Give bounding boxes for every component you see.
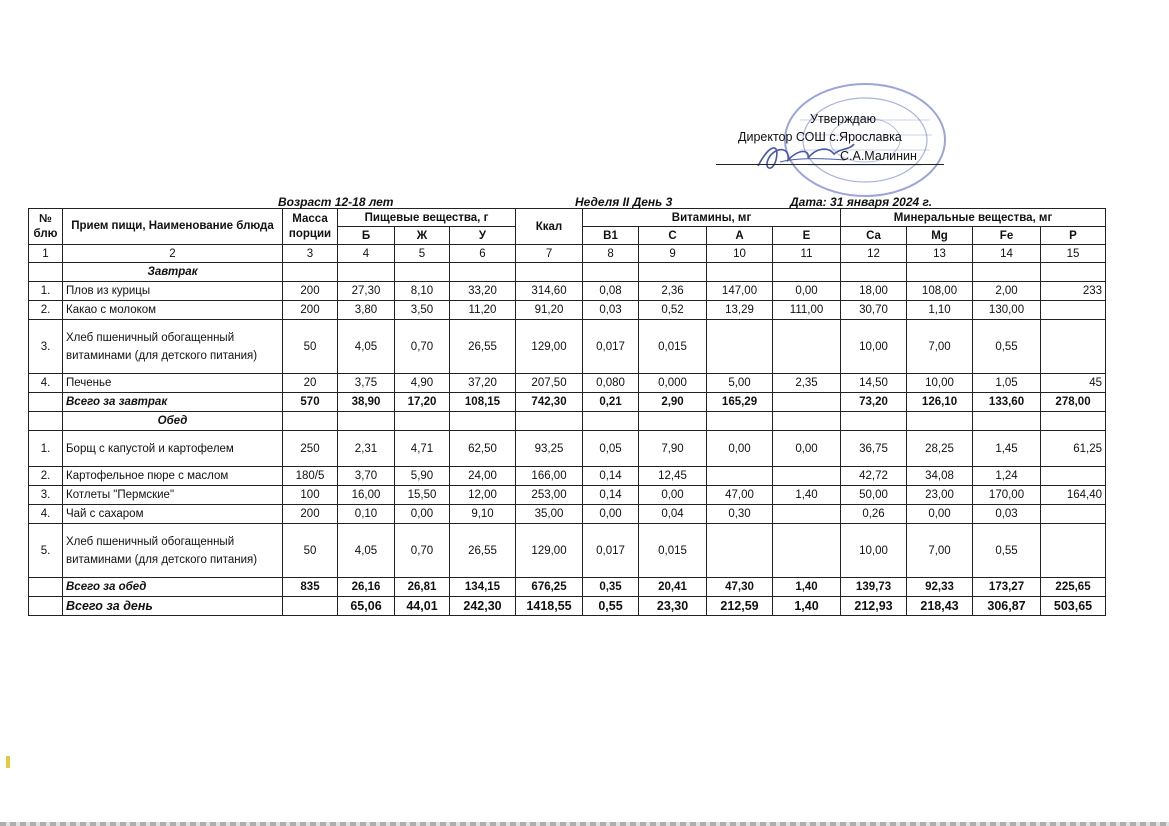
column-number-cell: 2	[63, 245, 283, 263]
value-cell: 0,05	[583, 431, 639, 467]
value-cell	[707, 467, 773, 486]
column-number-cell: 7	[516, 245, 583, 263]
value-cell: 12,00	[450, 486, 516, 505]
value-cell: 147,00	[707, 282, 773, 301]
dish-row	[29, 486, 1106, 505]
column-number-cell: 11	[773, 245, 841, 263]
dish-row	[29, 505, 1106, 524]
value-cell: 30,70	[841, 301, 907, 320]
header-name: Прием пищи, Наименование блюда	[63, 209, 283, 245]
column-number-cell: 5	[395, 245, 450, 263]
empty-cell	[707, 412, 773, 431]
value-cell: 200	[283, 282, 338, 301]
value-cell: 34,08	[907, 467, 973, 486]
value-cell: 0,10	[338, 505, 395, 524]
value-cell: 26,81	[395, 578, 450, 597]
column-number-cell: 6	[450, 245, 516, 263]
value-cell: 0,017	[583, 320, 639, 374]
value-cell: 503,65	[1041, 597, 1106, 616]
value-cell: 218,43	[907, 597, 973, 616]
column-number-cell: 8	[583, 245, 639, 263]
value-cell: 0,14	[583, 467, 639, 486]
dish-number: 3.	[29, 320, 63, 374]
subheader-cell: Ca	[841, 227, 907, 245]
date-info: Дата: 31 января 2024 г.	[790, 195, 933, 209]
column-number-cell: 14	[973, 245, 1041, 263]
header-minerals: Минеральные вещества, мг	[841, 209, 1106, 227]
subheader-cell: Б	[338, 227, 395, 245]
value-cell: 35,00	[516, 505, 583, 524]
value-cell: 306,87	[973, 597, 1041, 616]
value-cell: 278,00	[1041, 393, 1106, 412]
value-cell: 170,00	[973, 486, 1041, 505]
value-cell: 2,90	[639, 393, 707, 412]
empty-cell	[338, 412, 395, 431]
value-cell: 0,35	[583, 578, 639, 597]
dish-number: 2.	[29, 301, 63, 320]
dish-name: Хлеб пшеничный обогащенный витаминами (для детского питания)	[63, 320, 283, 374]
signature-line	[716, 164, 944, 165]
value-cell: 24,00	[450, 467, 516, 486]
value-cell: 200	[283, 505, 338, 524]
dish-name: Картофельное пюре с маслом	[63, 467, 283, 486]
column-number-cell: 4	[338, 245, 395, 263]
value-cell: 0,017	[583, 524, 639, 578]
dish-number: 1.	[29, 282, 63, 301]
value-cell: 134,15	[450, 578, 516, 597]
header-kcal: Ккал	[516, 209, 583, 245]
dish-row	[29, 301, 1106, 320]
value-cell: 4,05	[338, 524, 395, 578]
value-cell: 26,55	[450, 320, 516, 374]
value-cell: 225,65	[1041, 578, 1106, 597]
value-cell: 20	[283, 374, 338, 393]
header-num: № блю	[29, 209, 63, 245]
value-cell: 108,15	[450, 393, 516, 412]
subheader-cell: Mg	[907, 227, 973, 245]
dish-number: 3.	[29, 486, 63, 505]
value-cell: 2,35	[773, 374, 841, 393]
scan-edge	[0, 822, 1169, 826]
subheader-cell: P	[1041, 227, 1106, 245]
column-number-cell: 1	[29, 245, 63, 263]
value-cell: 33,20	[450, 282, 516, 301]
dish-number: 2.	[29, 467, 63, 486]
header-nutrients: Пищевые вещества, г	[338, 209, 516, 227]
value-cell: 0,55	[973, 524, 1041, 578]
value-cell: 212,93	[841, 597, 907, 616]
dish-name: Печенье	[63, 374, 283, 393]
value-cell: 7,00	[907, 524, 973, 578]
dish-name: Хлеб пшеничный обогащенный витаминами (для детского питания)	[63, 524, 283, 578]
value-cell: 233	[1041, 282, 1106, 301]
dish-name: Какао с молоком	[63, 301, 283, 320]
value-cell: 62,50	[450, 431, 516, 467]
dish-row	[29, 320, 1106, 374]
value-cell: 7,00	[907, 320, 973, 374]
value-cell: 129,00	[516, 524, 583, 578]
value-cell: 12,45	[639, 467, 707, 486]
value-cell: 0,080	[583, 374, 639, 393]
column-number-cell: 3	[283, 245, 338, 263]
value-cell: 9,10	[450, 505, 516, 524]
dish-name: Котлеты "Пермские"	[63, 486, 283, 505]
value-cell: 3,70	[338, 467, 395, 486]
value-cell: 7,90	[639, 431, 707, 467]
value-cell: 65,06	[338, 597, 395, 616]
value-cell: 4,05	[338, 320, 395, 374]
value-cell: 8,10	[395, 282, 450, 301]
value-cell: 0,52	[639, 301, 707, 320]
value-cell: 14,50	[841, 374, 907, 393]
value-cell: 1,05	[973, 374, 1041, 393]
value-cell: 0,00	[707, 431, 773, 467]
value-cell: 0,03	[583, 301, 639, 320]
approval-title: Утверждаю	[810, 112, 877, 126]
empty-cell	[29, 263, 63, 282]
value-cell: 314,60	[516, 282, 583, 301]
value-cell: 10,00	[841, 524, 907, 578]
value-cell: 3,50	[395, 301, 450, 320]
dish-row	[29, 431, 1106, 467]
value-cell: 92,33	[907, 578, 973, 597]
dish-number	[29, 597, 63, 616]
empty-cell	[707, 263, 773, 282]
empty-cell	[450, 263, 516, 282]
dish-number: 4.	[29, 505, 63, 524]
section-title: Обед	[63, 412, 283, 431]
empty-cell	[841, 263, 907, 282]
value-cell	[1041, 320, 1106, 374]
column-number-row	[29, 245, 1106, 263]
value-cell: 13,29	[707, 301, 773, 320]
value-cell: 0,55	[973, 320, 1041, 374]
value-cell: 0,000	[639, 374, 707, 393]
value-cell: 212,59	[707, 597, 773, 616]
value-cell: 28,25	[907, 431, 973, 467]
empty-cell	[583, 412, 639, 431]
value-cell: 23,30	[639, 597, 707, 616]
value-cell: 36,75	[841, 431, 907, 467]
value-cell: 0,015	[639, 524, 707, 578]
value-cell: 15,50	[395, 486, 450, 505]
value-cell: 166,00	[516, 467, 583, 486]
empty-cell	[773, 412, 841, 431]
value-cell: 0,70	[395, 524, 450, 578]
value-cell: 47,30	[707, 578, 773, 597]
dish-name: Борщ с капустой и картофелем	[63, 431, 283, 467]
value-cell	[1041, 301, 1106, 320]
dish-number: 5.	[29, 524, 63, 578]
value-cell: 5,90	[395, 467, 450, 486]
value-cell: 0,70	[395, 320, 450, 374]
value-cell: 93,25	[516, 431, 583, 467]
approval-position: Директор СОШ с.Ярославка	[738, 130, 902, 144]
value-cell: 1,40	[773, 597, 841, 616]
value-cell: 133,60	[973, 393, 1041, 412]
value-cell	[707, 524, 773, 578]
value-cell: 5,00	[707, 374, 773, 393]
value-cell: 50	[283, 320, 338, 374]
column-number-cell: 13	[907, 245, 973, 263]
value-cell	[1041, 524, 1106, 578]
value-cell: 207,50	[516, 374, 583, 393]
value-cell: 18,00	[841, 282, 907, 301]
value-cell: 2,31	[338, 431, 395, 467]
value-cell: 111,00	[773, 301, 841, 320]
empty-cell	[516, 263, 583, 282]
empty-cell	[907, 263, 973, 282]
dish-row	[29, 282, 1106, 301]
value-cell: 0,03	[973, 505, 1041, 524]
column-number-cell: 9	[639, 245, 707, 263]
total-row	[29, 578, 1106, 597]
value-cell: 0,015	[639, 320, 707, 374]
value-cell: 108,00	[907, 282, 973, 301]
subheader-cell: В1	[583, 227, 639, 245]
total-row	[29, 393, 1106, 412]
value-cell: 1,40	[773, 486, 841, 505]
value-cell: 50,00	[841, 486, 907, 505]
value-cell	[773, 320, 841, 374]
menu-table	[28, 208, 1106, 616]
value-cell: 0,00	[583, 505, 639, 524]
value-cell: 1,24	[973, 467, 1041, 486]
subheader-cell: Fe	[973, 227, 1041, 245]
value-cell: 61,25	[1041, 431, 1106, 467]
empty-cell	[283, 263, 338, 282]
value-cell: 200	[283, 301, 338, 320]
value-cell: 45	[1041, 374, 1106, 393]
value-cell: 0,00	[773, 431, 841, 467]
dish-name: Чай с сахаром	[63, 505, 283, 524]
value-cell: 1418,55	[516, 597, 583, 616]
empty-cell	[283, 412, 338, 431]
menu-body	[29, 263, 1106, 616]
value-cell	[773, 505, 841, 524]
value-cell: 0,14	[583, 486, 639, 505]
header-vitamins: Витамины, мг	[583, 209, 841, 227]
subheader-cell: Ж	[395, 227, 450, 245]
value-cell: 1,10	[907, 301, 973, 320]
value-cell	[773, 393, 841, 412]
value-cell: 835	[283, 578, 338, 597]
value-cell: 242,30	[450, 597, 516, 616]
dish-number: 1.	[29, 431, 63, 467]
section-title: Завтрак	[63, 263, 283, 282]
value-cell: 253,00	[516, 486, 583, 505]
value-cell: 164,40	[1041, 486, 1106, 505]
value-cell: 23,00	[907, 486, 973, 505]
dish-name: Плов из курицы	[63, 282, 283, 301]
empty-cell	[338, 263, 395, 282]
subheader-cell: А	[707, 227, 773, 245]
value-cell: 91,20	[516, 301, 583, 320]
value-cell: 0,55	[583, 597, 639, 616]
value-cell: 17,20	[395, 393, 450, 412]
value-cell: 1,40	[773, 578, 841, 597]
dish-number	[29, 393, 63, 412]
value-cell: 0,30	[707, 505, 773, 524]
value-cell: 570	[283, 393, 338, 412]
value-cell: 0,04	[639, 505, 707, 524]
dish-row	[29, 524, 1106, 578]
total-label: Всего за обед	[63, 578, 283, 597]
subheader-cell: С	[639, 227, 707, 245]
empty-cell	[395, 412, 450, 431]
total-label: Всего за день	[63, 597, 283, 616]
value-cell: 0,00	[773, 282, 841, 301]
value-cell: 173,27	[973, 578, 1041, 597]
total-label: Всего за завтрак	[63, 393, 283, 412]
value-cell: 129,00	[516, 320, 583, 374]
value-cell	[283, 597, 338, 616]
value-cell: 180/5	[283, 467, 338, 486]
value-cell: 42,72	[841, 467, 907, 486]
value-cell: 44,01	[395, 597, 450, 616]
value-cell	[707, 320, 773, 374]
value-cell: 50	[283, 524, 338, 578]
empty-cell	[395, 263, 450, 282]
value-cell: 26,55	[450, 524, 516, 578]
empty-cell	[907, 412, 973, 431]
value-cell: 2,36	[639, 282, 707, 301]
value-cell	[773, 467, 841, 486]
week-day-info: Неделя II День 3	[575, 195, 673, 209]
value-cell: 0,00	[907, 505, 973, 524]
empty-cell	[450, 412, 516, 431]
approval-name: С.А.Малинин	[840, 149, 917, 163]
value-cell: 4,71	[395, 431, 450, 467]
value-cell: 10,00	[841, 320, 907, 374]
value-cell: 47,00	[707, 486, 773, 505]
value-cell: 0,00	[639, 486, 707, 505]
empty-cell	[973, 412, 1041, 431]
value-cell: 16,00	[338, 486, 395, 505]
value-cell: 0,00	[395, 505, 450, 524]
header-mass: Масса порции	[283, 209, 338, 245]
subheader-cell: Е	[773, 227, 841, 245]
empty-cell	[639, 412, 707, 431]
edge-mark	[6, 756, 10, 768]
value-cell: 4,90	[395, 374, 450, 393]
value-cell: 0,21	[583, 393, 639, 412]
dish-row	[29, 374, 1106, 393]
empty-cell	[583, 263, 639, 282]
column-number-cell: 15	[1041, 245, 1106, 263]
value-cell	[773, 524, 841, 578]
value-cell: 139,73	[841, 578, 907, 597]
value-cell: 126,10	[907, 393, 973, 412]
value-cell: 676,25	[516, 578, 583, 597]
empty-cell	[1041, 263, 1106, 282]
value-cell: 26,16	[338, 578, 395, 597]
empty-cell	[639, 263, 707, 282]
value-cell: 20,41	[639, 578, 707, 597]
value-cell: 1,45	[973, 431, 1041, 467]
empty-cell	[973, 263, 1041, 282]
column-number-cell: 12	[841, 245, 907, 263]
empty-cell	[29, 412, 63, 431]
value-cell: 10,00	[907, 374, 973, 393]
section-row	[29, 412, 1106, 431]
value-cell: 3,80	[338, 301, 395, 320]
section-row	[29, 263, 1106, 282]
age-info: Возраст 12-18 лет	[278, 195, 394, 209]
dish-number	[29, 578, 63, 597]
empty-cell	[1041, 412, 1106, 431]
value-cell: 130,00	[973, 301, 1041, 320]
value-cell: 250	[283, 431, 338, 467]
value-cell: 2,00	[973, 282, 1041, 301]
value-cell: 0,26	[841, 505, 907, 524]
empty-cell	[516, 412, 583, 431]
value-cell: 3,75	[338, 374, 395, 393]
value-cell	[1041, 505, 1106, 524]
subheader-cell: У	[450, 227, 516, 245]
total-row	[29, 597, 1106, 616]
dish-number: 4.	[29, 374, 63, 393]
value-cell: 165,29	[707, 393, 773, 412]
column-number-cell: 10	[707, 245, 773, 263]
dish-row	[29, 467, 1106, 486]
value-cell: 742,30	[516, 393, 583, 412]
value-cell: 73,20	[841, 393, 907, 412]
value-cell: 38,90	[338, 393, 395, 412]
value-cell: 11,20	[450, 301, 516, 320]
empty-cell	[773, 263, 841, 282]
value-cell: 100	[283, 486, 338, 505]
value-cell: 27,30	[338, 282, 395, 301]
value-cell: 0,08	[583, 282, 639, 301]
value-cell	[1041, 467, 1106, 486]
empty-cell	[841, 412, 907, 431]
value-cell: 37,20	[450, 374, 516, 393]
